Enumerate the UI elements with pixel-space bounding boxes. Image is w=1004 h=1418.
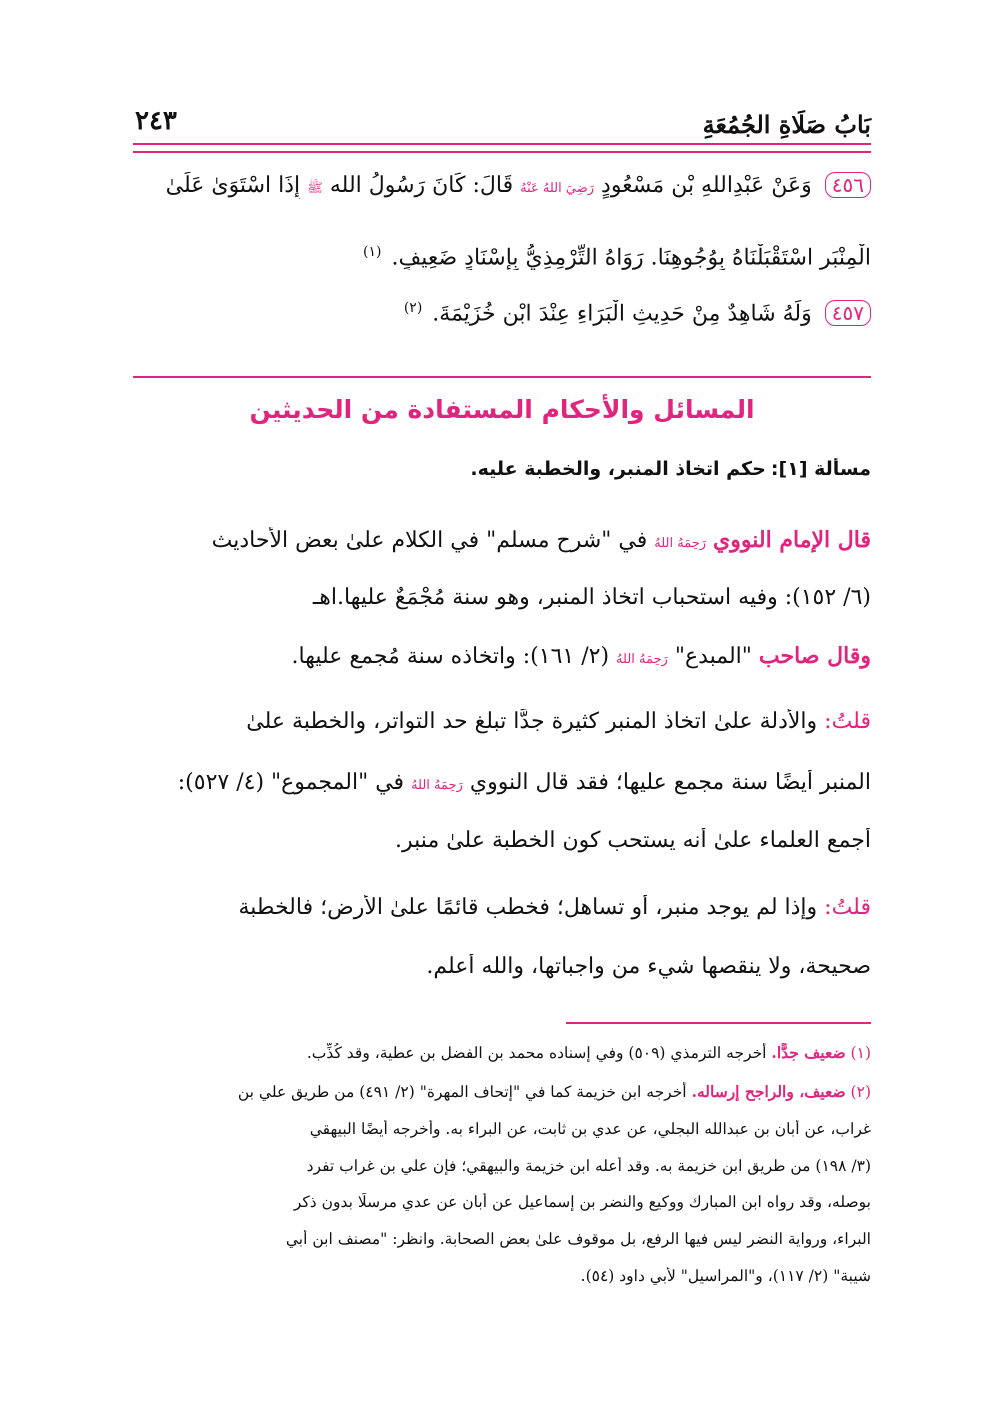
speaker-name: وقال صاحب — [758, 643, 871, 669]
footnote-ref: (٢) — [403, 300, 423, 316]
footnote-text: (٣/ ١٩٨) من طريق ابن خزيمة به. وقد أعله ابن خزيمة والبيهقي؛ فإن علي بن غراب تفرد — [306, 1157, 871, 1175]
footnote-2-line-1 — [133, 1082, 871, 1101]
body-text: في "المجموع" (٤/ ٥٢٧): — [177, 770, 405, 795]
hadith-text: الْمِنْبَرِ اسْتَقْبَلْنَاهُ بِوُجُوهِنَا. رَوَاهُ التِّرْمِذِيُّ بِإِسْنَادٍ ضَعِيفٍ. — [391, 245, 871, 271]
footnote-ref: (١) — [363, 244, 382, 260]
body-p3-line-2 — [133, 770, 871, 795]
body-text: والأدلة علىٰ اتخاذ المنبر كثيرة جدًّا تبلغ حد التواتر، والخطبة علىٰ — [246, 709, 818, 734]
hadith-456-line-2 — [133, 244, 871, 270]
body-text: (٢/ ١٦١): واتخاذه سنة مُجمع عليها. — [291, 644, 610, 669]
footnote-grade: ضعيف، والراجح إرساله. — [691, 1082, 846, 1101]
honorific-glyph: رَحِمَهُ اللهُ — [616, 652, 668, 667]
footnote-separator — [566, 1022, 871, 1024]
footnote-text: غراب، عن أبان بن عبدالله البجلي، عن عدي بن ثابت، عن البراء به. وأخرجه أيضًا البيهقي — [309, 1120, 871, 1138]
qultu-label: قلتُ: — [824, 895, 871, 920]
masala-heading — [133, 458, 871, 480]
body-text: (٦/ ١٥٢): وفيه استحباب اتخاذ المنبر، وهو سنة مُجْمَعٌ عليها.اهـ — [312, 585, 871, 610]
footnote-number: (١) — [850, 1044, 871, 1062]
footnote-2-line-4 — [133, 1193, 871, 1211]
footnote-2-line-2 — [133, 1120, 871, 1138]
footnote-2-line-6 — [133, 1267, 871, 1285]
hadith-number-badge: ٤٥٦ — [825, 172, 871, 198]
honorific-glyph: رَحِمَهُ اللهُ — [654, 536, 707, 551]
body-p1-line-2 — [133, 585, 871, 610]
body-p3-line-1 — [133, 709, 871, 734]
footnote-2-line-3 — [133, 1157, 871, 1175]
body-p1-line-1 — [133, 527, 871, 553]
hadith-text: وَعَنْ عَبْدِاللهِ بْنِ مَسْعُودٍ — [601, 173, 812, 198]
footnote-grade: ضعيف جدًّا. — [771, 1043, 846, 1062]
footnote-text: أخرجه الترمذي (٥٠٩) وفي إسناده محمد بن الفضل بن عطية، وقد كُذِّب. — [306, 1044, 767, 1062]
body-p2-line-1 — [133, 643, 871, 669]
masala-title: حكم اتخاذ المنبر، والخطبة عليه. — [470, 458, 766, 480]
salutation-glyph: ﷺ — [307, 181, 323, 196]
qultu-label: قلتُ: — [824, 709, 871, 734]
body-text: أجمع العلماء علىٰ أنه يستحب كون الخطبة علىٰ منبر. — [395, 828, 871, 853]
book-name: "المبدع" — [674, 644, 752, 669]
hadith-text: قَالَ: كَانَ رَسُولُ الله — [329, 173, 514, 198]
footnote-text: أخرجه ابن خزيمة كما في "إتحاف المهرة" (٢/ ٤٩١) من طريق علي بن — [237, 1083, 687, 1101]
chapter-title: بَابُ صَلَاةِ الجُمُعَةِ — [702, 110, 871, 139]
hadith-number-badge: ٤٥٧ — [825, 300, 871, 326]
body-text: المنبر أيضًا سنة مجمع عليها؛ فقد قال النووي — [469, 770, 871, 795]
footnote-1 — [133, 1043, 871, 1062]
honorific-glyph: رَحِمَهُ اللهُ — [411, 778, 463, 793]
body-text: وإذا لم يوجد منبر، أو تساهل؛ فخطب قائمًا علىٰ الأرض؛ فالخطبة — [238, 895, 818, 920]
hadith-text: إِذَا اسْتَوَىٰ عَلَىٰ — [165, 173, 301, 198]
body-p4-line-1 — [133, 895, 871, 920]
header-rule-thin — [133, 151, 871, 153]
hadith-456-line-1 — [133, 172, 871, 199]
footnote-text: شيبة" (٢/ ١١٧)، و"المراسيل" لأبي داود (٥٤). — [580, 1267, 871, 1285]
page-number: ٢٤٣ — [135, 106, 177, 136]
hadith-text: وَلَهُ شَاهِدٌ مِنْ حَدِيثِ الْبَرَاءِ عِنْدَ ابْنِ خُزَيْمَةَ. — [432, 301, 812, 327]
section-title: المسائل والأحكام المستفادة من الحديثين — [249, 395, 755, 424]
speaker-name: قال الإمام النووي — [713, 527, 871, 553]
header-rule-thick — [133, 143, 871, 145]
body-text: صحيحة، ولا ينقصها شيء من واجباتها، والله أعلم. — [426, 954, 871, 979]
footnote-text: البراء، ورواية النضر ليس فيها الرفع، بل موقوف علىٰ بعض الصحابة. وانظر: "مصنف ابن أبي — [285, 1230, 871, 1248]
masala-label: مسألة [١]: — [770, 458, 871, 480]
section-divider — [133, 376, 871, 378]
body-text: في "شرح مسلم" في الكلام علىٰ بعض الأحاديث — [211, 528, 648, 553]
body-p3-line-3 — [133, 828, 871, 853]
body-p4-line-2 — [133, 954, 871, 979]
footnote-number: (٢) — [850, 1083, 871, 1101]
honorific-glyph: رَضِيَ اللهُ عَنْهُ — [520, 181, 595, 196]
footnote-2-line-5 — [133, 1230, 871, 1248]
footnote-text: بوصله، وقد رواه ابن المبارك ووكيع والنضر بن إسماعيل عن أبان عن عدي مرسلًا بدون ذكر — [293, 1193, 871, 1211]
hadith-457-line-1 — [133, 300, 871, 326]
